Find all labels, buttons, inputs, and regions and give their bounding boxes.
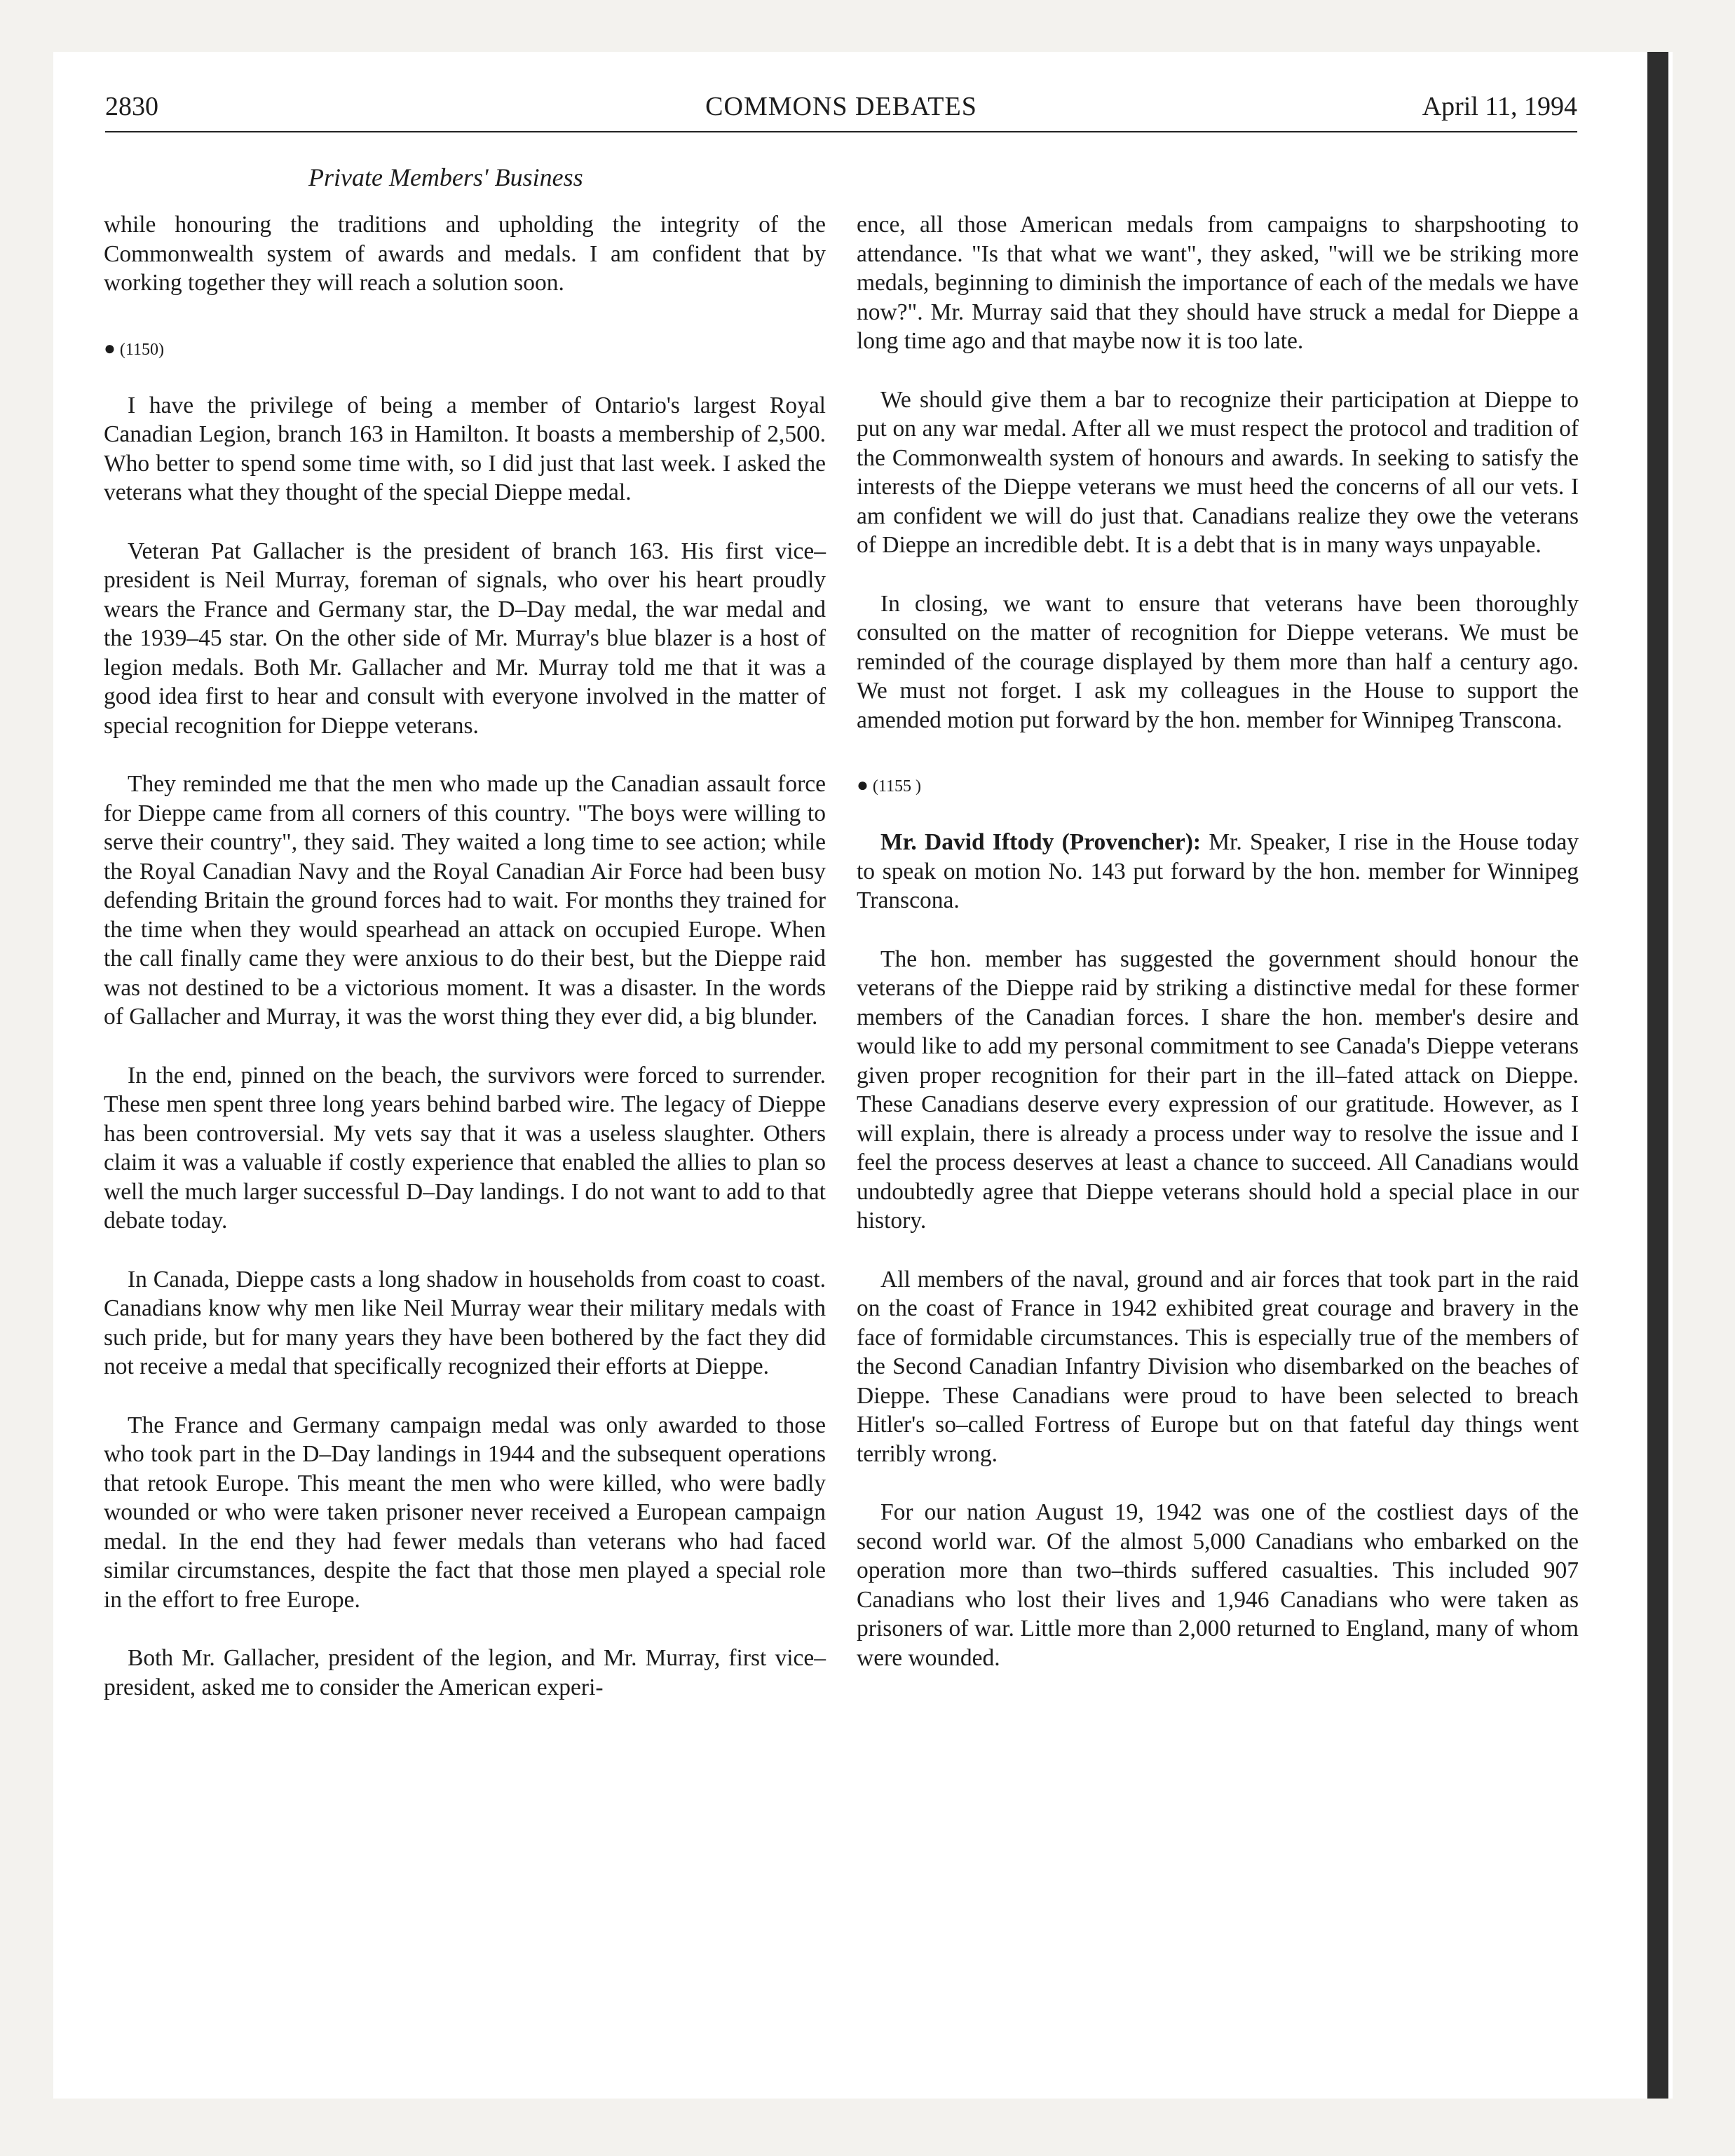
paragraph: In Canada, Dieppe casts a long shadow in households from coast to coast. Canadians know why men like Neil Murray wear their military medals with such pride, but for many years they have been bothered by the fact they did not receive a medal that specifically recognized their efforts at Dieppe.	[104, 1266, 826, 1379]
time-marker	[104, 327, 826, 360]
time-marker	[857, 764, 1579, 797]
time-marker-label: (1155 )	[872, 777, 922, 796]
paragraph: I have the privilege of being a member of Ontario's largest Royal Canadian Legion, branch 163 in Hamilton. It boasts a membership of 2,500. Who better to spend some time with, so I did just that last week. I asked the veterans what they thought of the special Dieppe medal.	[104, 392, 826, 505]
header-rule	[105, 131, 1577, 132]
paragraph: They reminded me that the men who made up the Canadian assault force for Dieppe came from all corners of this country. "The boys were willing to serve their country", they said. They waited a long time to see action; while the Royal Canadian Navy and the Royal Canadian Air Force had been busy defending Britain the ground forces had to wait. For months they trained for the time when they would spearhead an attack on occupied Europe. When the call finally came they were anxious to do their best, but the Dieppe raid was not destined to be a victorious moment. It was a disaster. In the words of Gallacher and Murray, it was the worst thing they ever did, a big blunder.	[104, 771, 826, 1030]
speech-text: Mr. Speaker, I rise in the House today to speak on motion No. 143 put forward by the hon. member for Winnipeg Transcona.	[857, 829, 1579, 913]
section-title: Private Members' Business	[308, 163, 583, 191]
left-column	[104, 210, 826, 1702]
paragraph: ence, all those American medals from campaigns to sharpshooting to attendance. "Is that what we want", they asked, "will we be striking more medals, beginning to diminish the importance of each of the medals we have now?". Mr. Murray said that they should have struck a medal for Dieppe a long time ago and that maybe now it is too late.	[857, 212, 1579, 354]
paragraph: while honouring the traditions and upholding the integrity of the Commonwealth system of awards and medals. I am confident that by working together they will reach a solution soon.	[104, 212, 826, 296]
paragraph: Veteran Pat Gallacher is the president of branch 163. His first vice–president is Neil Murray, foreman of signals, who over his heart proudly wears the France and Germany star, the D–Day medal, the war medal and the 1939–45 star. On the other side of Mr. Murray's blue blazer is a host of legion medals. Both Mr. Gallacher and Mr. Murray told me that it was a good idea first to hear and consult with everyone involved in the matter of special recognition for Dieppe veterans.	[104, 538, 826, 739]
paragraph: In the end, pinned on the beach, the survivors were forced to surrender. These men spent three long years behind barbed wire. The legacy of Dieppe has been controversial. My vets say that it was a useless slaughter. Others claim it was a valuable if costly experience that enabled the allies to plan so well the much larger successful D–Day landings. I do not want to add to that debate today.	[104, 1062, 826, 1234]
paragraph: The France and Germany campaign medal was only awarded to those who took part in the D–Day landings in 1944 and the subsequent operations that retook Europe. This meant the men who were killed, who were badly wounded or who were taken prisoner never received a European campaign medal. In the end they had fewer medals than veterans who had faced similar circumstances, despite the fact that those men played a special role in the effort to free Europe.	[104, 1412, 826, 1613]
page-header	[105, 91, 1577, 133]
scan-edge-shadow	[1647, 52, 1668, 2099]
paragraph: For our nation August 19, 1942 was one of the costliest days of the second world war. Of the almost 5,000 Canadians who embarked on the operation more than two–thirds suffered casualties. This included 907 Canadians who lost their lives and 1,946 Canadians who were taken as prisoners of war. Little more than 2,000 returned to England, many of whom were wounded.	[857, 1499, 1579, 1671]
speech-paragraph	[857, 828, 1579, 915]
right-column	[857, 210, 1579, 1672]
paragraph: All members of the naval, ground and air forces that took part in the raid on the coast of France in 1942 exhibited great courage and bravery in the face of formidable circumstances. This is especially true of the members of the Second Canadian Infantry Division who disembarked on the beaches of Dieppe. These Canadians were proud to have been selected to breach Hitler's so–called Fortress of Europe but on that fateful day things went terribly wrong.	[857, 1266, 1579, 1467]
paragraph: In closing, we want to ensure that veterans have been thoroughly consulted on the matter of recognition for Dieppe veterans. We must be reminded of the courage displayed by them more than half a century ago. We must not forget. I ask my colleagues in the House to support the amended motion put forward by the hon. member for Winnipeg Transcona.	[857, 590, 1579, 733]
speaker-name: Mr. David Iftody (Provencher):	[880, 829, 1202, 855]
bullet-icon: ●	[857, 775, 869, 796]
bullet-icon: ●	[104, 337, 116, 360]
paragraph: Both Mr. Gallacher, president of the legion, and Mr. Murray, first vice–president, asked me to consider the American experi-	[104, 1645, 826, 1700]
publication-date: April 11, 1994	[1422, 92, 1577, 121]
publication-title: COMMONS DEBATES	[705, 92, 977, 121]
page-number: 2830	[105, 92, 158, 121]
paragraph: The hon. member has suggested the government should honour the veterans of the Dieppe raid by striking a distinctive medal for these former members of the Canadian forces. I share the hon. member's desire and would like to add my personal commitment to see Canada's Dieppe veterans given proper recognition for their part in the ill–fated attack on Dieppe. These Canadians deserve every expression of our gratitude. However, as I will explain, there is already a process under way to resolve the issue and I feel the process deserves at least a chance to succeed. All Canadians would undoubtedly agree that Dieppe veterans should hold a special place in our history.	[857, 946, 1579, 1234]
time-marker-label: (1150)	[119, 340, 165, 359]
paragraph: We should give them a bar to recognize their participation at Dieppe to put on any war medal. After all we must respect the protocol and tradition of the Commonwealth system of honours and awards. In seeking to satisfy the interests of the Dieppe veterans we must heed the concerns of all our vets. I am confident we will do just that. Canadians realize they owe the veterans of Dieppe an incredible debt. It is a debt that is in many ways unpayable.	[857, 386, 1579, 558]
